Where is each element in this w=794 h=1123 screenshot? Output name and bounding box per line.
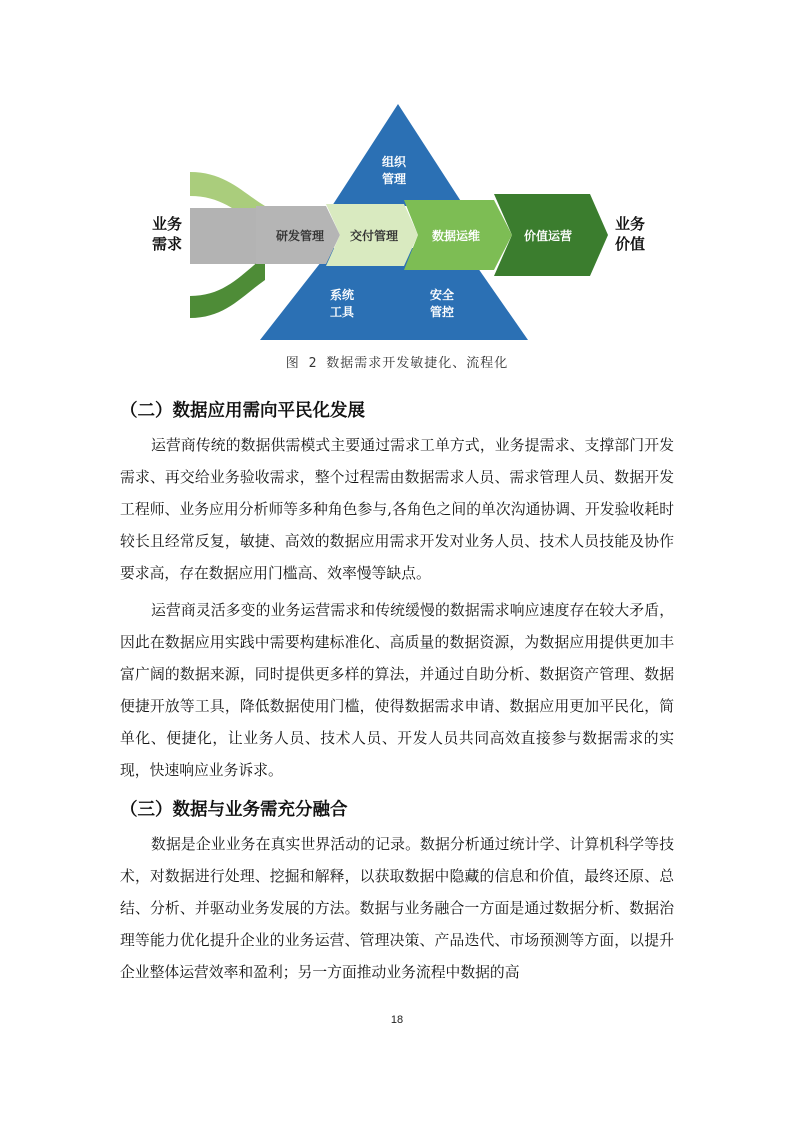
arrow-2-label: 交付管理 [349, 229, 399, 243]
section-3-paragraph-1: 数据是企业业务在真实世界活动的记录。数据分析通过统计学、计算机科学等技术，对数据进行处理、挖掘和解释，以获取数据中隐藏的信息和价值，最终还原、总结、分析、并驱动业务发展的方法。数据与业务融合一方面是通过数据分析、数据治理等能力优化提升企业的业务运营、管理决策、产品迭代、市场预测等方面，以提升企业整体运营效率和盈利；另一方面推动业务流程中数据的高 [120, 836, 674, 981]
arrow-3-label: 数据运维 [431, 229, 481, 243]
right-label-line2: 价值 [615, 235, 646, 253]
page-number: 18 [390, 1014, 404, 1026]
section-heading-2: （二）数据应用需向平民化发展 [120, 401, 365, 421]
triangle-bl-line2: 工具 [329, 305, 355, 319]
triangle-br-line1: 安全 [429, 288, 455, 302]
stream-gray [190, 208, 265, 264]
arrow-1-label: 研发管理 [275, 229, 325, 243]
right-label-line1: 业务 [615, 215, 646, 233]
figure-caption: 图 2 数据需求开发敏捷化、流程化 [285, 356, 509, 371]
left-label-line1: 业务 [152, 215, 183, 233]
section-heading-3: （三）数据与业务需充分融合 [120, 800, 348, 820]
arrow-4-label: 价值运营 [523, 229, 573, 243]
triangle-top-line1: 组织 [381, 155, 407, 169]
section-2-paragraph-1: 运营商传统的数据供需模式主要通过需求工单方式，业务提需求、支撑部门开发需求、再交给业务验收需求，整个过程需由数据需求人员、需求管理人员、数据开发工程师、业务应用分析师等多种角色参与,各角色之间的单次沟通协调、开发验收耗时较长且经常反复，敏捷、高效的数据应用需求开发对业务人员、技术人员技能及协作要求高，存在数据应用门槛高、效率慢等缺点。 [120, 437, 674, 582]
section-2-paragraph-2: 运营商灵活多变的业务运营需求和传统缓慢的数据需求响应速度存在较大矛盾，因此在数据应用实践中需要构建标准化、高质量的数据资源，为数据应用提供更加丰富广阔的数据来源，同时提供更多样的算法，并通过自助分析、数据资产管理、数据便捷开放等工具，降低数据使用门槛，使得数据需求申请、数据应用更加平民化，简单化、便捷化，让业务人员、技术人员、开发人员共同高效直接参与数据需求的实现，快速响应业务诉求。 [120, 602, 674, 779]
figure-graphic [130, 100, 670, 346]
stream-dark [190, 256, 265, 318]
triangle-bl-line1: 系统 [329, 288, 355, 302]
agile-flow-figure [130, 100, 670, 346]
triangle-br-line2: 管控 [429, 305, 455, 319]
left-label-line2: 需求 [152, 235, 183, 253]
triangle-top-line2: 管理 [381, 172, 407, 186]
